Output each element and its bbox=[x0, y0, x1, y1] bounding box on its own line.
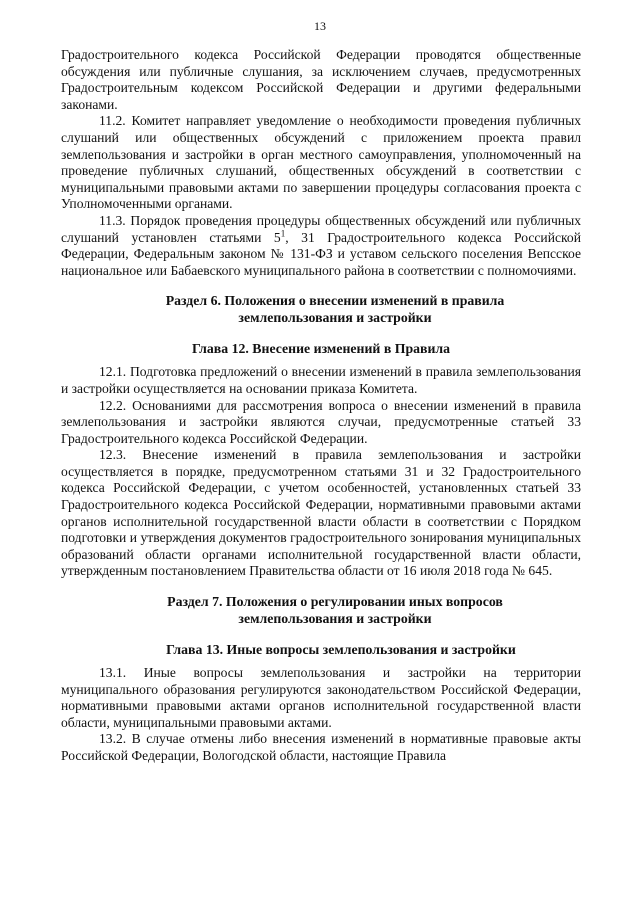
section-7-heading-line1: Раздел 7. Положения о регулировании иных вопросов bbox=[167, 594, 503, 610]
paragraph-11-3-text-end: , 31 Градостроительного кодекса Российской Федерации, Федеральным законом № 131-ФЗ и уставом сельского поселения Вепсское национальное или Бабаевского муниципального района в соответствии с полномочиями. bbox=[61, 229, 581, 278]
section-7-heading bbox=[61, 593, 581, 627]
paragraph-11-3-text-start: 11.3. Порядок проведения процедуры общественных обсуждений или публичных слушаний установлен статьями 5 bbox=[61, 212, 581, 245]
paragraph-13-2: 13.2. В случае отмены либо внесения изменений в нормативные правовые акты Российской Федерации, Вологодской области, настоящие Правила bbox=[61, 731, 581, 763]
paragraph-11-2: 11.2. Комитет направляет уведомление о необходимости проведения публичных слушаний или общественных обсуждений с приложением проекта правил землепользования и застройки в орган местного самоуправления, уполномоченный на проведение публичных слушаний, общественных обсуждений в соответствии с муниципальными правовыми актами по завершении процедуры согласования проекта с Уполномоченными органами. bbox=[61, 113, 581, 212]
section-6-heading-line1: Раздел 6. Положения о внесении изменений в правила bbox=[165, 293, 505, 309]
paragraph-12-2: 12.2. Основаниями для рассмотрения вопроса о внесении изменений в правила землепользования и застройки являются случаи, предусмотренные статьей 33 Градостроительного кодекса Российской Федерации. bbox=[61, 397, 581, 446]
chapter-12-heading: Глава 12. Внесение изменений в Правила bbox=[191, 341, 451, 357]
section-6-heading-line2: землепользования и застройки bbox=[238, 310, 432, 326]
section-6-heading bbox=[61, 292, 581, 326]
section-7-heading-line2: землепользования и застройки bbox=[238, 611, 432, 627]
paragraph-12-3: 12.3. Внесение изменений в правила землепользования и застройки осуществляется в порядке, предусмотренном статьями 31 и 32 Градостроительного кодекса Российской Федерации, с учетом особенностей, установленных статьей 33 Градостроительного кодекса Российской Федерации, нормативными правовыми актами органов исполнительной государственной власти области в соответствии с Порядком подготовки и утверждения документов градостроительного зонирования муниципальных образований области органами исполнительной государственной власти области, утвержденным постановлением Правительства области от 16 июля 2018 года № 645. bbox=[61, 447, 581, 579]
paragraph-13-1: 13.1. Иные вопросы землепользования и застройки на территории муниципального образования регулируются законодательством Российской Федерации, нормативными правовыми актами органов исполнительной государственной власти области, муниципальными правовыми актами. bbox=[61, 665, 581, 730]
paragraph-11-3 bbox=[61, 213, 581, 279]
paragraph-12-1: 12.1. Подготовка предложений о внесении изменений в правила землепользования и застройки осуществляется на основании приказа Комитета. bbox=[61, 364, 581, 396]
paragraph-continuation: Градостроительного кодекса Российской Федерации проводятся общественные обсуждения или публичные слушания, за исключением случаев, предусмотренных Градостроительным кодексом Российской Федерации и другими федеральными законами. bbox=[61, 47, 581, 112]
document-body bbox=[61, 47, 581, 765]
superscript-1: 1 bbox=[280, 228, 286, 238]
page-number: 13 bbox=[314, 19, 326, 33]
chapter-13-heading: Глава 13. Иные вопросы землепользования и застройки bbox=[166, 642, 516, 658]
